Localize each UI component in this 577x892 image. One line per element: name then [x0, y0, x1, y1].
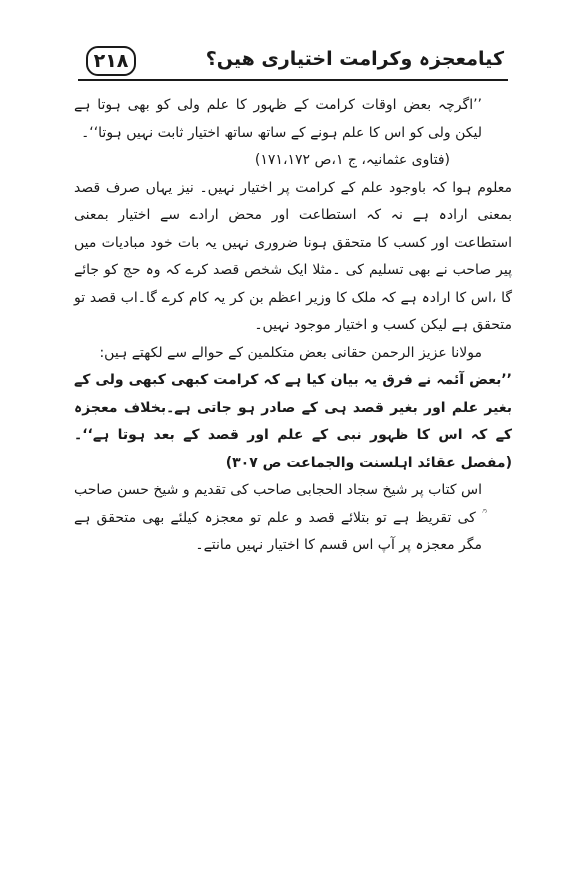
- page-header: [80, 44, 508, 80]
- page-body: [74, 92, 512, 560]
- quote-paragraph: ’’اگرچہ بعض اوقات کرامت کے ظہور کا علم ولی کو بھی ہوتا ہے لیکن ولی کو اس کا علم ہونے کے ساتھ ساتھ اختیار ثابت نہیں ہوتا‘‘۔: [74, 97, 482, 141]
- body-paragraph: معلوم ہوا کہ باوجود علم کے کرامت پر اختیار نہیں۔ نیز یہاں صرف قصد بمعنی ارادہ ہے نہ کہ استطاعت اور محض ارادے سے اختیار بمعنی استطاعت اور کسب کا متحقق ہونا ضروری نہیں یہ بات خود مبادیات میں پیر صاحب نے بھی تسلیم کی ۔مثلا ایک شخص قصد کرے کہ وہ حج کو جائے گا ،اس کا ارادہ ہے کہ ملک کا وزیر اعظم بن کر یہ کام کرے گا۔اب قصد تو متحقق ہے لیکن کسب و اختیار موجود نہیں۔: [74, 179, 512, 333]
- quote-paragraph-2: ’’بعض آئمہ نے فرق یہ بیان کیا ہے کہ کرامت کبھی کبھی ولی کے بغیر علم اور بغیر قصد ہی کے صادر ہو جاتی ہے۔بخلاف معجزہ کے کہ اس کا ظہور نبی کے علم اور قصد کے بعد ہوتا ہے‘‘۔(مفصل عقائد اہلسنت والجماعت ص ۳۰۷): [74, 372, 512, 471]
- page-number: ۲۱۸: [86, 46, 136, 76]
- quote-reference: (فتاوی عثمانیہ، ج ۱،ص ۱۷۱،۱۷۲): [254, 152, 450, 168]
- header-divider: [78, 79, 508, 81]
- running-title: کیامعجزہ وکرامت اختیاری هیں؟: [205, 48, 504, 70]
- citation-intro: مولانا عزیز الرحمن حقانی بعض متکلمین کے حوالے سے لکھتے ہیں:: [99, 344, 482, 361]
- closing-paragraph: اس کتاب پر شیخ سجاد الحجابی صاحب کی تقدیم و شیخ حسن صاحب ؒ کی تقریظ ہے تو بتلائے قصد و علم تو معجزہ کیلئے بھی متحقق ہے مگر معجزہ پر آپ اس قسم کا اختیار نہیں مانتے۔: [74, 482, 482, 553]
